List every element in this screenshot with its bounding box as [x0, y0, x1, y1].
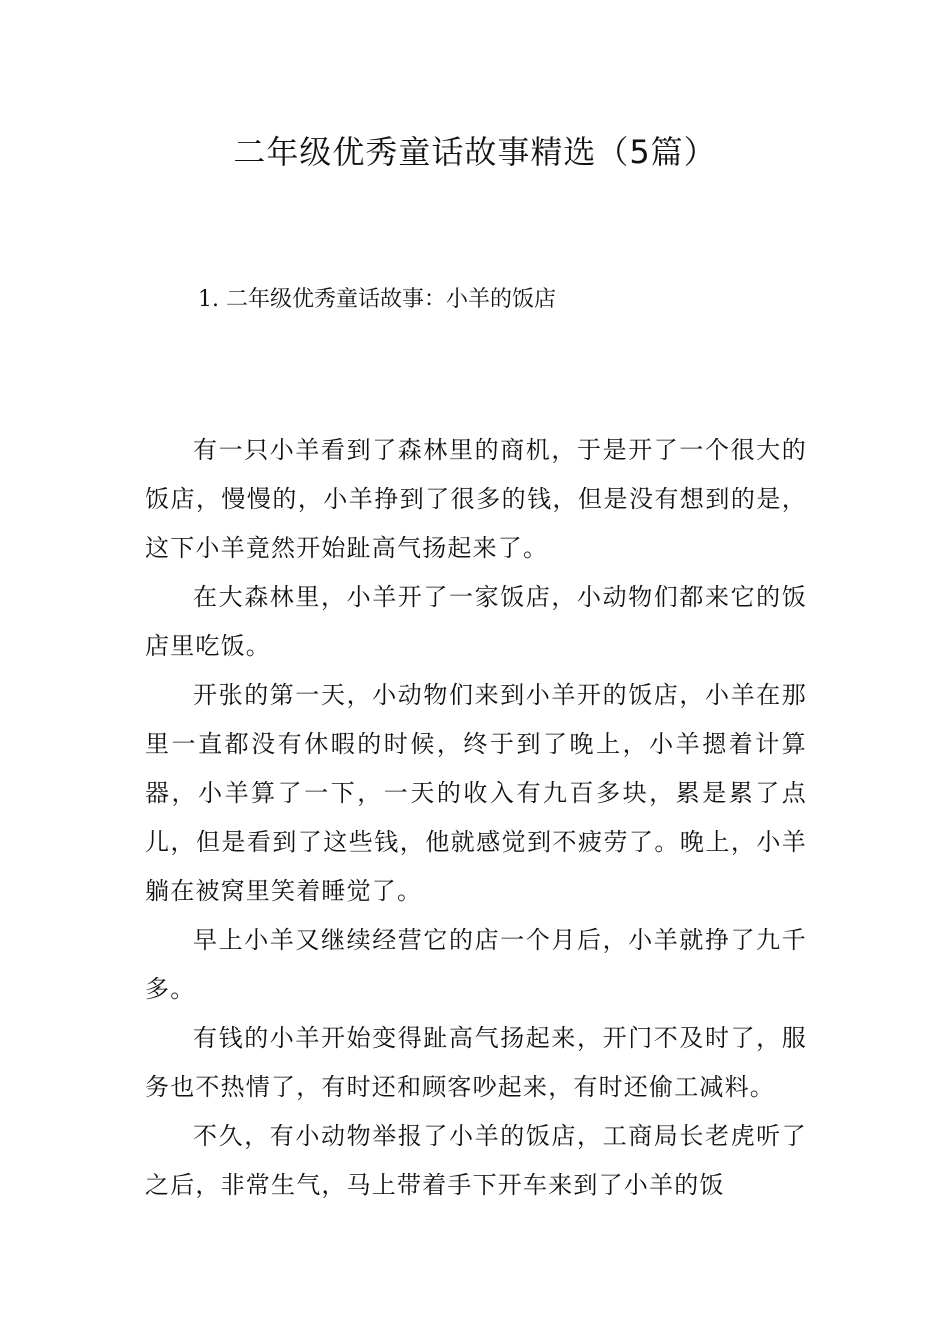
document-title: 二年级优秀童话故事精选（5篇） — [233, 133, 717, 171]
paragraph: 早上小羊又继续经营它的店一个月后，小羊就挣了九千多。 — [145, 926, 807, 1003]
paragraph: 有一只小羊看到了森林里的商机，于是开了一个很大的饭店，慢慢的，小羊挣到了很多的钱，但是没有想到的是，这下小羊竟然开始趾高气扬起来了。 — [145, 436, 807, 562]
paragraph: 开张的第一天，小动物们来到小羊开的饭店，小羊在那里一直都没有休暇的时候，终于到了晚上，小羊摁着计算器，小羊算了一下，一天的收入有九百多块，累是累了点儿，但是看到了这些钱，他就感觉到不疲劳了。晚上，小羊躺在被窝里笑着睡觉了。 — [145, 681, 807, 905]
paragraph: 不久，有小动物举报了小羊的饭店，工商局长老虎听了之后，非常生气，马上带着手下开车来到了小羊的饭 — [145, 1122, 807, 1199]
paragraph: 在大森林里，小羊开了一家饭店，小动物们都来它的饭店里吃饭。 — [145, 583, 807, 660]
section-heading: 1. 二年级优秀童话故事：小羊的饭店 — [198, 287, 556, 312]
paragraph: 有钱的小羊开始变得趾高气扬起来，开门不及时了，服务也不热情了，有时还和顾客吵起来，有时还偷工减料。 — [145, 1024, 807, 1101]
story-body — [145, 426, 807, 1210]
